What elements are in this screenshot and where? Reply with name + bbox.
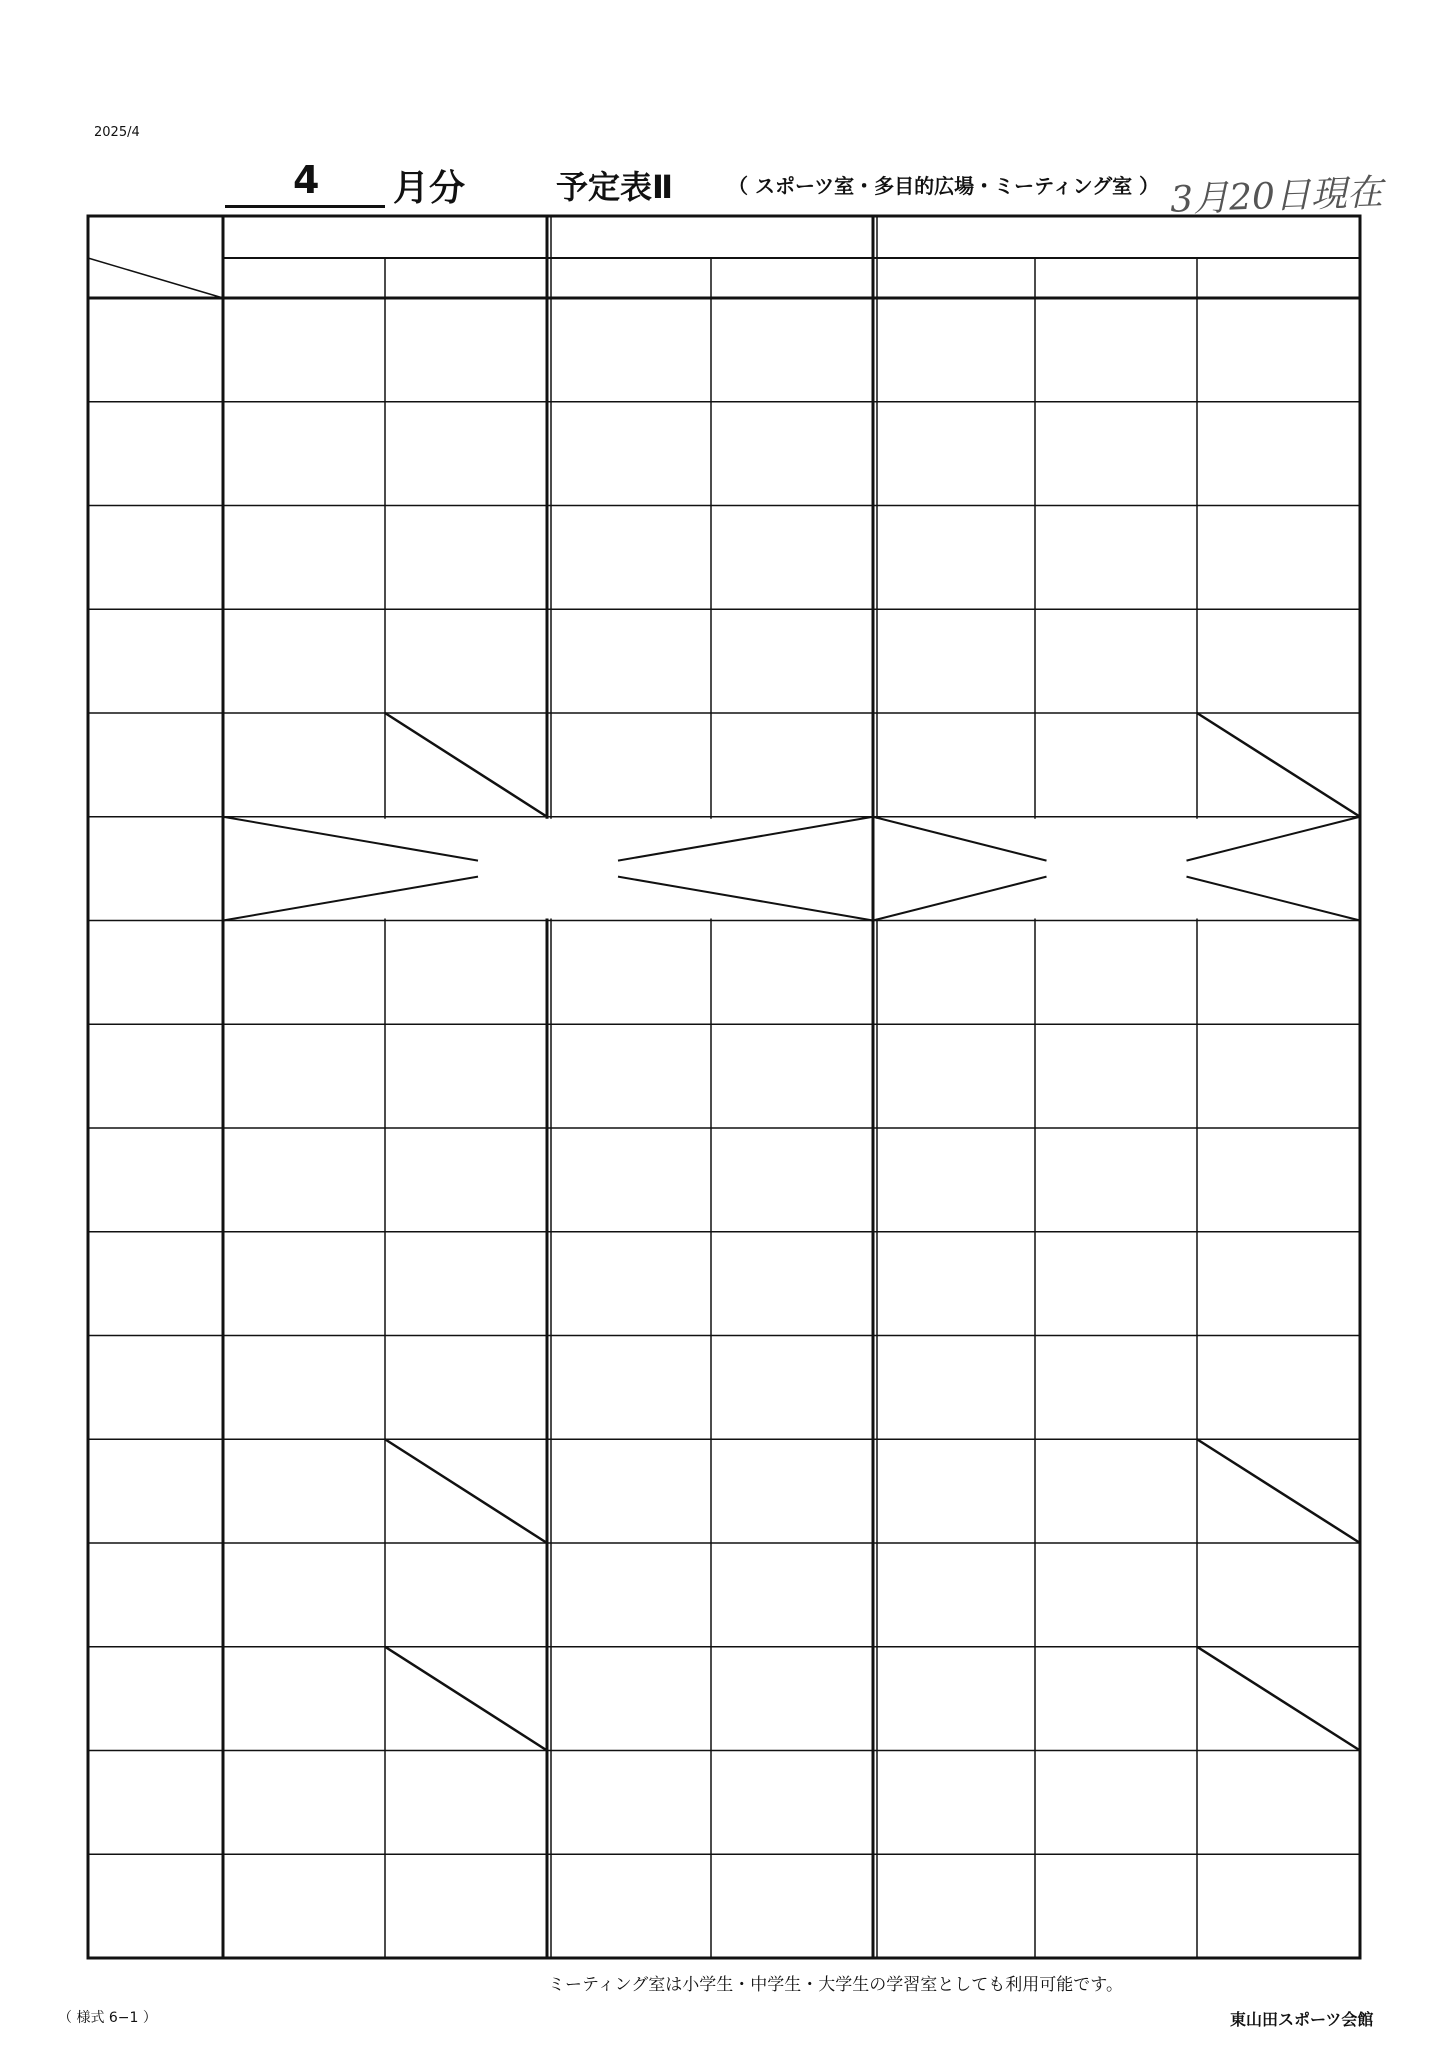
unavailable-slash: [1197, 1647, 1360, 1751]
unavailable-slash: [1197, 713, 1360, 817]
month-suffix: 月分: [393, 168, 466, 209]
unavailable-slash: [385, 1439, 547, 1543]
document-date: 2025/4: [94, 125, 140, 140]
rooms-note: （ スポーツ室・多目的広場・ミーティング室 ）: [728, 174, 1160, 198]
unavailable-slash: [385, 1647, 547, 1751]
unavailable-slash: [1197, 1439, 1360, 1543]
closed-day-cover: [875, 819, 1358, 919]
table-frame: [88, 216, 1360, 1958]
unavailable-slash: [385, 713, 547, 817]
form-number: （ 様式 6−1 ）: [58, 2010, 157, 2026]
corner-diagonal: [88, 258, 223, 298]
meeting-room-note: ミーティング室は小学生・中学生・大学生の学習室としても利用可能です。: [548, 1975, 1123, 1995]
schedule-title: 予定表Ⅱ: [556, 168, 674, 206]
month-number: 4: [293, 158, 320, 202]
handwritten-as-of-note: 3月20日現在: [1169, 172, 1384, 221]
organization-name: 東山田スポーツ会館: [1230, 2010, 1374, 2029]
